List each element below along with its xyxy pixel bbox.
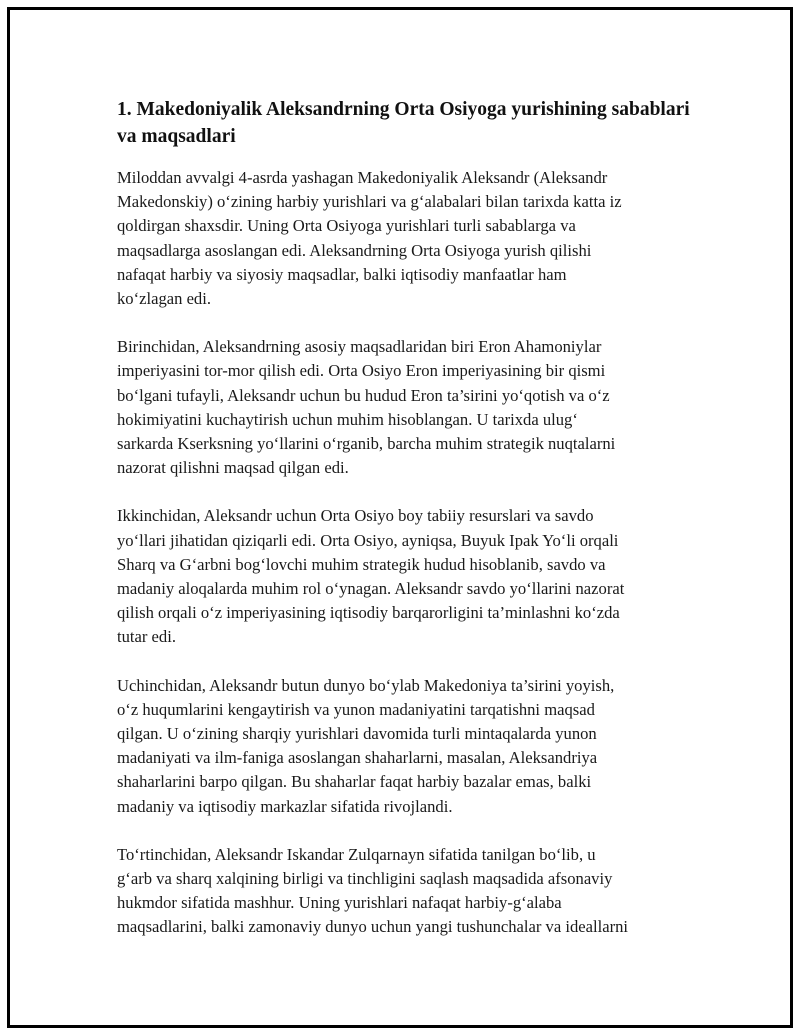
section-heading: 1. Makedoniyalik Aleksandrning Orta Osiyoga yurishining sabablari va maqsadlari [117,99,690,147]
page-frame [7,7,793,1028]
paragraph-first-reason: Birinchidan, Aleksandrning asosiy maqsadlaridan biri Eron Ahamoniylar imperiyasini tor-mor qilish edi. Orta Osiyo Eron imperiyasining bir qismi bo‘lgani tufayli, Aleksandr uchun bu hudud Eron ta’sirini yo‘qotish va o‘z hokimiyatini kuchaytirish uchun muhim hisoblangan. U tarixda ulug‘ sarkarda Kserksning yo‘llarini o‘rganib, barcha muhim strategik nuqtalarni nazorat qilishni maqsad qilgan edi. [117,337,616,478]
document-body [117,96,707,964]
paragraph-fourth-reason: To‘rtinchidan, Aleksandr Iskandar Zulqarnayn sifatida tanilgan bo‘lib, u g‘arb va sharq xalqining birligi va tinchligini saqlash maqsadida afsonaviy hukmdor sifatida mashhur. Uning yurishlari nafaqat harbiy-g‘alaba maqsadlarini, balki zamonaviy dunyo uchun yangi tushunchalar va ideallarni [117,844,629,937]
paragraph-intro: Miloddan avvalgi 4-asrda yashagan Makedoniyalik Aleksandr (Aleksandr Makedonskiy) o‘zining harbiy yurishlari va g‘alabalari bilan tarixda katta iz qoldirgan shaxsdir. Uning Orta Osiyoga yurishlari turli sabablarga va maqsadlarga asoslangan edi. Aleksandrning Orta Osiyoga yurish qilishi nafaqat harbiy va siyosiy maqsadlar, balki iqtisodiy manfaatlar ham ko‘zlagan edi. [117,168,622,309]
paragraph-second-reason: Ikkinchidan, Aleksandr uchun Orta Osiyo boy tabiiy resurslari va savdo yo‘llari jihatidan qiziqarli edi. Orta Osiyo, ayniqsa, Buyuk Ipak Yo‘li orqali Sharq va G‘arbni bog‘lovchi muhim strategik hudud hisoblanib, savdo va madaniy aloqalarda muhim rol o‘ynagan. Aleksandr savdo yo‘llarini nazorat qilish orqali o‘z imperiyasining iqtisodiy barqarorligini ta’minlashni ko‘zda tutar edi. [117,506,625,647]
paragraph-third-reason: Uchinchidan, Aleksandr butun dunyo bo‘ylab Makedoniya ta’sirini yoyish, o‘z huqumlarini kengaytirish va yunon madaniyatini tarqatishni maqsad qilgan. U o‘zining sharqiy yurishlari davomida turli mintaqalarda yunon madaniyati va ilm-faniga asoslangan shaharlarni, masalan, Aleksandriya shaharlarini barpo qilgan. Bu shaharlar faqat harbiy bazalar emas, balki madaniy va iqtisodiy markazlar sifatida rivojlandi. [117,675,615,816]
